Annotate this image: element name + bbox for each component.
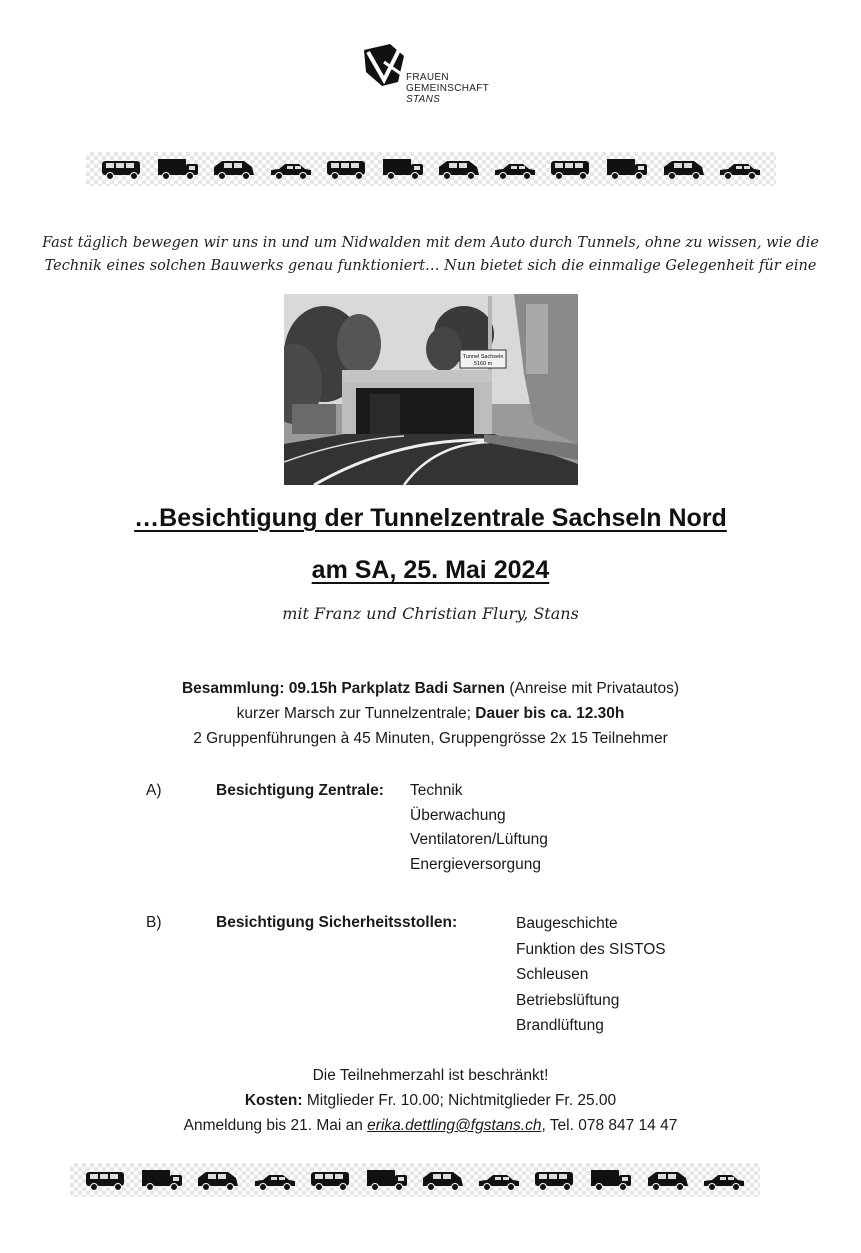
- section-a-letter: A): [146, 782, 162, 799]
- list-item: Energieversorgung: [410, 855, 541, 873]
- participant-limit: Die Teilnehmerzahl ist beschränkt!: [312, 1067, 549, 1084]
- registration-pre: Anmeldung bis 21. Mai an: [183, 1117, 368, 1134]
- section-a-list: [410, 779, 548, 877]
- logo: [360, 42, 510, 112]
- truck-icon: [139, 1168, 185, 1192]
- costs-rest: Mitglieder Fr. 10.00; Nichtmitglieder Fr. 25.00: [302, 1092, 617, 1109]
- logo-line1: FRAUEN: [406, 72, 449, 83]
- sedan-icon: [701, 1168, 747, 1192]
- costs-line: [0, 1088, 861, 1113]
- section-b-letter: B): [146, 914, 162, 931]
- assembly-line: [0, 676, 861, 701]
- truck-icon: [604, 157, 650, 181]
- tunnel-sign-line2: 5160 m: [473, 361, 493, 367]
- section-b: [0, 911, 861, 1036]
- intro-line2: Technik eines solchen Bauwerks genau funktioniert… Nun bietet sich die einmalige Gelegenheit für eine: [44, 258, 817, 274]
- suv-icon: [211, 157, 257, 181]
- suv-icon: [436, 157, 482, 181]
- registration-post: , Tel. 078 847 14 47: [541, 1117, 678, 1134]
- meeting-info: [0, 676, 861, 751]
- van-icon: [99, 157, 145, 181]
- list-item: Schleusen: [516, 966, 589, 983]
- list-item: Funktion des SISTOS: [516, 940, 666, 958]
- van-icon: [83, 1168, 129, 1192]
- sedan-icon: [252, 1168, 298, 1192]
- suv-icon: [195, 1168, 241, 1192]
- list-item: Ventilatoren/Lüftung: [410, 831, 548, 848]
- sedan-icon: [492, 157, 538, 181]
- costs-bold: Kosten:: [244, 1092, 303, 1109]
- march-line: [0, 701, 861, 726]
- list-item: Technik: [410, 782, 463, 799]
- event-guides: mit Franz und Christian Flury, Stans: [282, 604, 579, 623]
- tunnel-sign-line1: Tunnel Sachseln: [462, 354, 504, 360]
- assembly-rest: (Anreise mit Privatautos): [505, 680, 680, 697]
- suv-icon: [420, 1168, 466, 1192]
- list-item: Überwachung: [410, 806, 506, 824]
- section-b-list: [516, 911, 666, 1039]
- suv-icon: [645, 1168, 691, 1192]
- groups-line: 2 Gruppenführungen à 45 Minuten, Gruppengrösse 2x 15 Teilnehmer: [193, 730, 668, 747]
- logo-mark-icon: [360, 42, 408, 90]
- sedan-icon: [717, 157, 763, 181]
- van-icon: [324, 157, 370, 181]
- section-b-label: Besichtigung Sicherheitsstollen:: [216, 914, 458, 931]
- section-a: [0, 779, 861, 879]
- car-strip-bottom: [70, 1163, 760, 1197]
- list-item: Brandlüftung: [516, 1017, 604, 1034]
- event-date: am SA, 25. Mai 2024: [311, 556, 550, 584]
- logo-line3: STANS: [406, 94, 441, 105]
- march-text: kurzer Marsch zur Tunnelzentrale;: [236, 705, 476, 722]
- list-item: Betriebslüftung: [516, 991, 620, 1009]
- sedan-icon: [476, 1168, 522, 1192]
- intro-text: [20, 232, 841, 278]
- logo-line2: GEMEINSCHAFT: [406, 83, 490, 94]
- truck-icon: [155, 157, 201, 181]
- registration-line: [0, 1113, 861, 1138]
- truck-icon: [588, 1168, 634, 1192]
- van-icon: [308, 1168, 354, 1192]
- footer-info: [0, 1063, 861, 1138]
- truck-icon: [380, 157, 426, 181]
- section-a-label: Besichtigung Zentrale:: [216, 782, 384, 799]
- logo-text: [406, 72, 489, 105]
- car-strip-top: [86, 152, 776, 186]
- email-link[interactable]: erika.dettling@fgstans.ch: [367, 1117, 542, 1134]
- intro-line1: Fast täglich bewegen wir uns in und um Nidwalden mit dem Auto durch Tunnels, ohne zu wissen, wie die: [42, 235, 819, 251]
- tunnel-photo: [284, 294, 578, 485]
- event-title: …Besichtigung der Tunnelzentrale Sachseln Nord: [134, 504, 727, 532]
- list-item: Baugeschichte: [516, 915, 618, 932]
- sedan-icon: [268, 157, 314, 181]
- duration-bold: Dauer bis ca. 12.30h: [475, 705, 625, 722]
- assembly-bold: Besammlung: 09.15h Parkplatz Badi Sarnen: [181, 680, 506, 697]
- van-icon: [532, 1168, 578, 1192]
- suv-icon: [661, 157, 707, 181]
- truck-icon: [364, 1168, 410, 1192]
- van-icon: [548, 157, 594, 181]
